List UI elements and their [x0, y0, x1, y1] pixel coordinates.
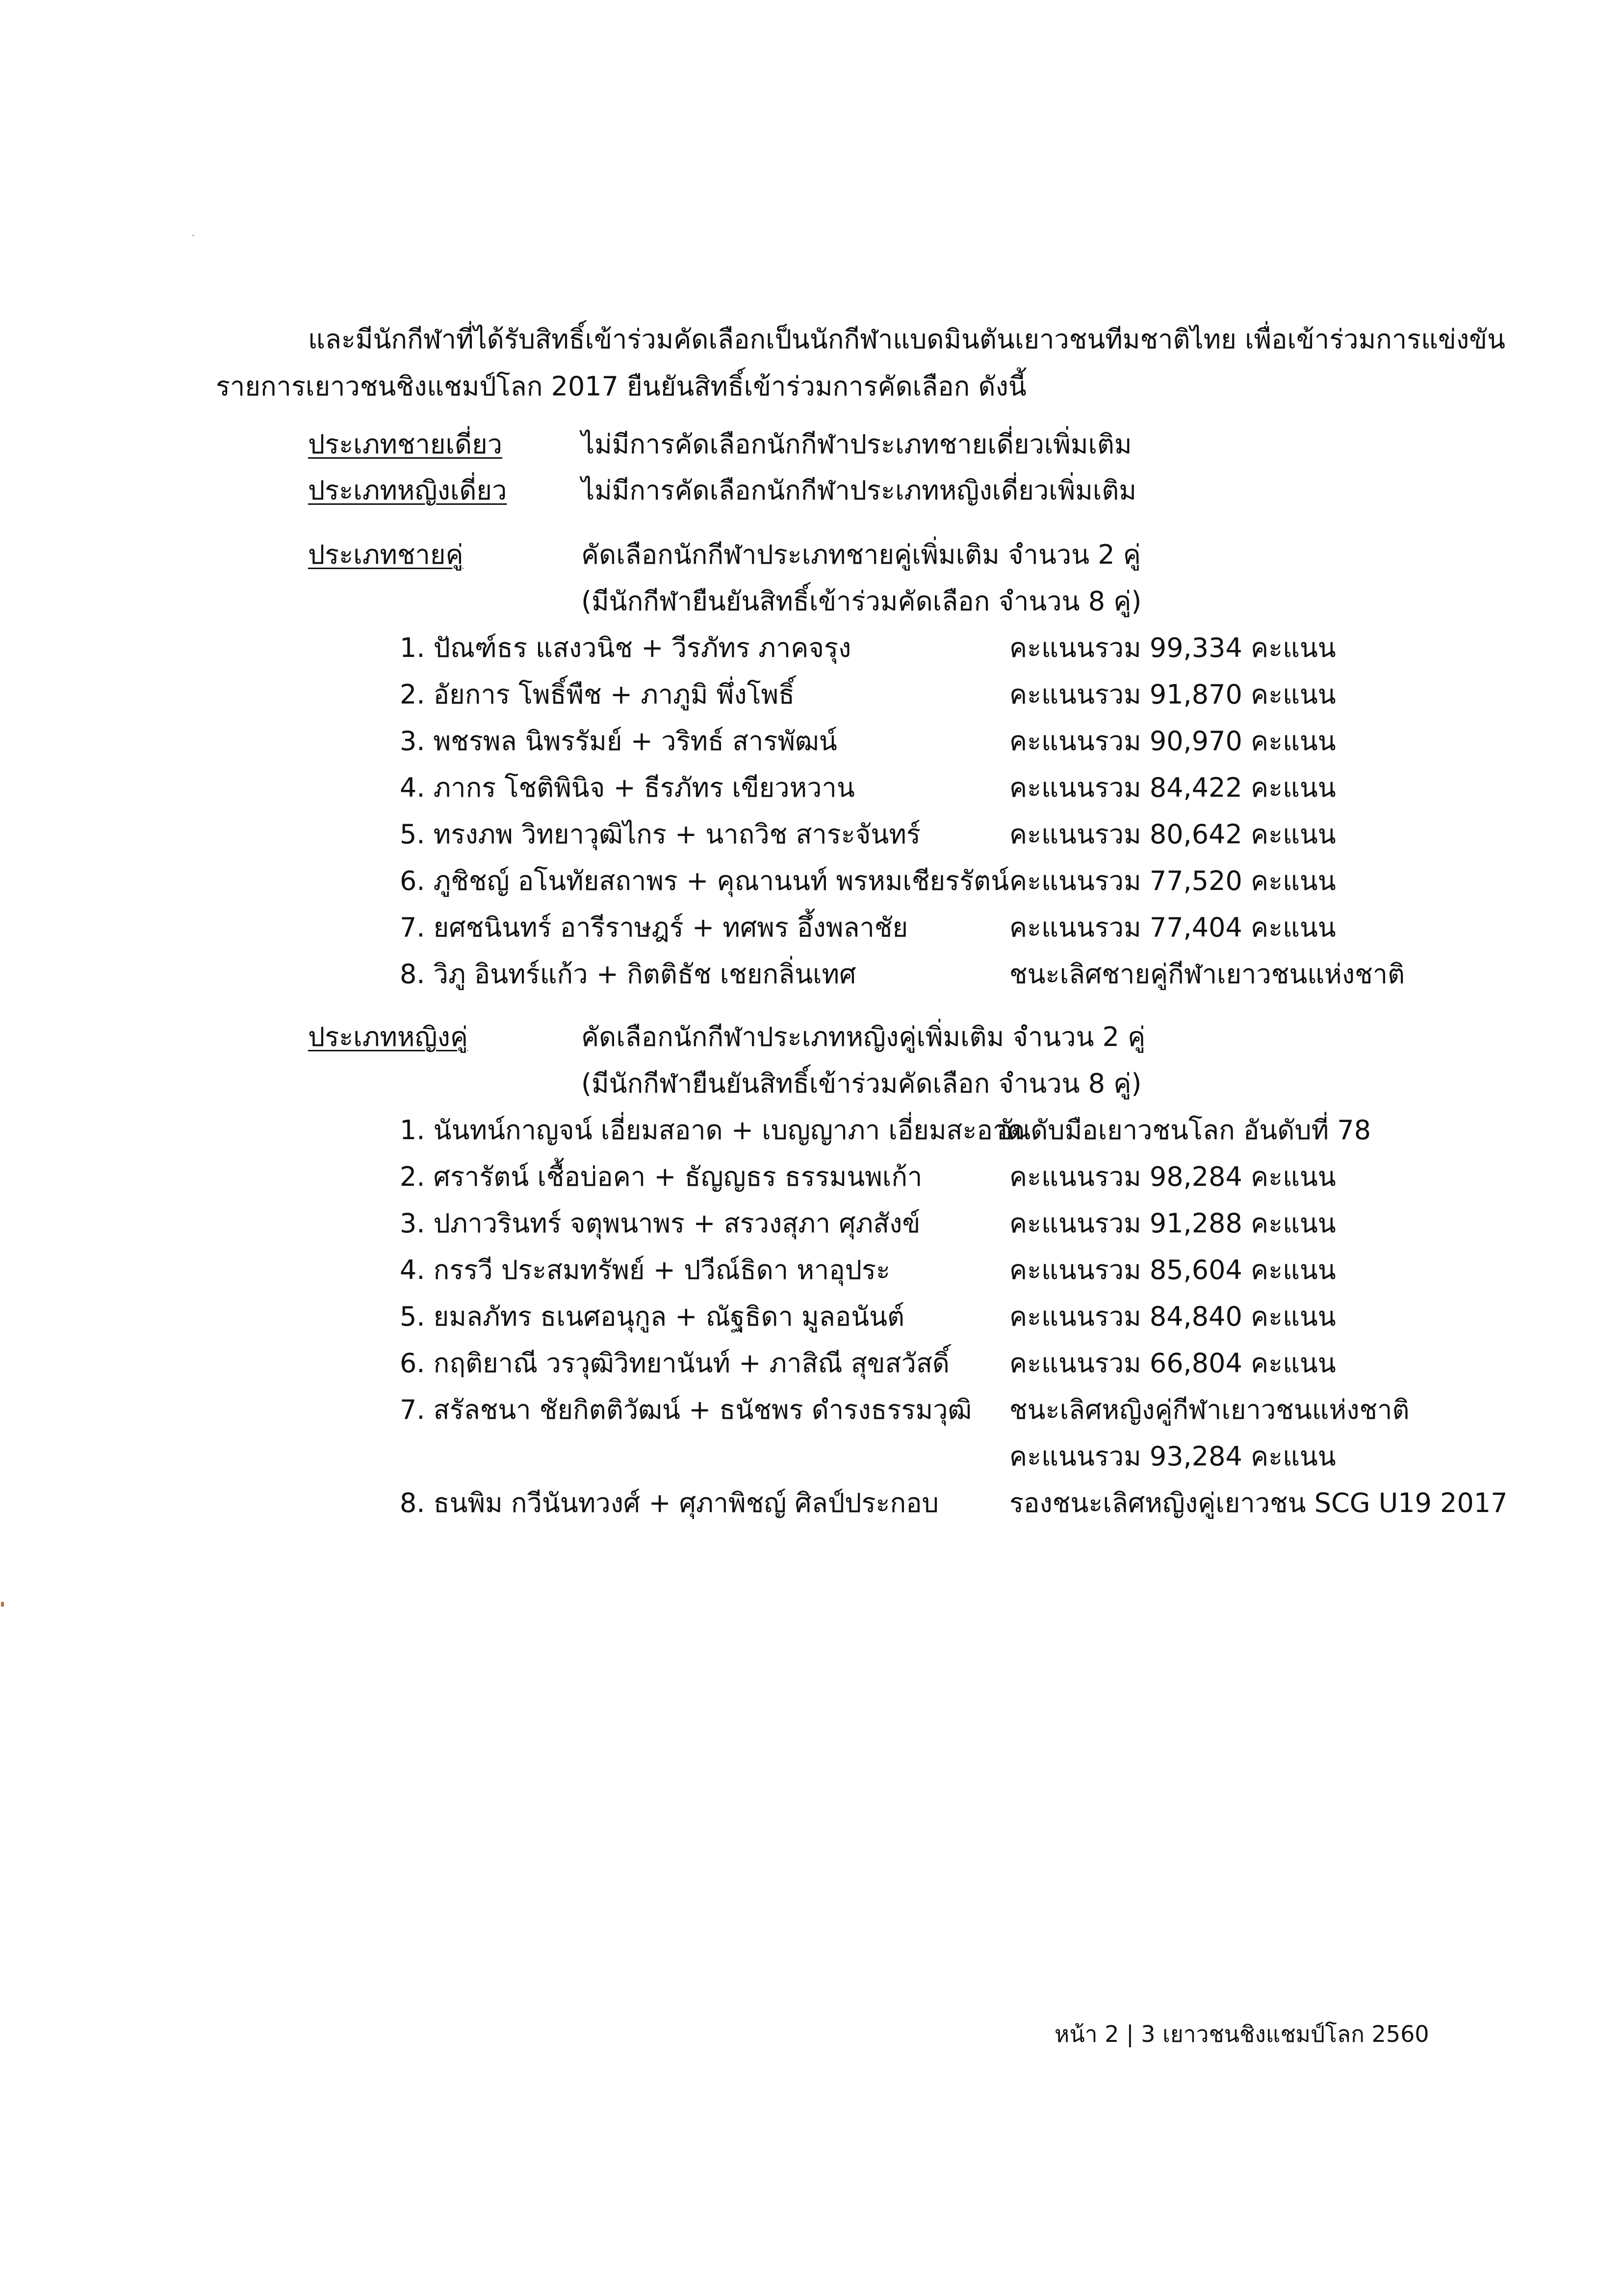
mens-doubles-result: ชนะเลิศชายคู่กีฬาเยาวชนแห่งชาติ — [1009, 959, 1405, 990]
intro-line-2: รายการเยาวชนชิงแชมป์โลก 2017 ยืนยันสิทธิ์เข้าร่วมการคัดเลือก ดังนี้ — [216, 371, 1027, 402]
womens-doubles-text: คัดเลือกนักกีฬาประเภทหญิงคู่เพิ่มเติม จำนวน 2 คู่ — [581, 1021, 1146, 1052]
womens-singles-text: ไม่มีการคัดเลือกนักกีฬาประเภทหญิงเดี่ยวเพิ่มเติม — [581, 475, 1136, 506]
womens-doubles-pair: 6. กฤติยาณี วรวุฒิวิทยานันท์ + ภาสิณี สุขสวัสดิ์ — [400, 1348, 950, 1379]
mens-doubles-result: คะแนนรวม 77,404 คะแนน — [1009, 912, 1336, 943]
womens-doubles-pair: 7. สรัลชนา ชัยกิตติวัฒน์ + ธนัชพร ดำรงธรรมวุฒิ — [400, 1394, 972, 1425]
womens-doubles-pair: 4. กรรวี ประสมทรัพย์ + ปวีณ์ธิดา หาอุประ — [400, 1254, 890, 1285]
womens-doubles-pair: 3. ปภาวรินทร์ จตุพนาพร + สรวงสุภา ศุภสังข์ — [400, 1208, 921, 1239]
mens-singles-text: ไม่มีการคัดเลือกนักกีฬาประเภทชายเดี่ยวเพิ่มเติม — [581, 429, 1132, 460]
mens-doubles-result: คะแนนรวม 77,520 คะแนน — [1009, 865, 1336, 896]
mens-doubles-result: คะแนนรวม 84,422 คะแนน — [1009, 772, 1336, 803]
mens-doubles-pair: 6. ภูชิชญ์ อโนทัยสถาพร + คุณานนท์ พรหมเชียรรัตน์ — [400, 865, 1009, 896]
mens-doubles-result: คะแนนรวม 80,642 คะแนน — [1009, 819, 1336, 850]
womens-doubles-result: คะแนนรวม 66,804 คะแนน — [1009, 1348, 1336, 1379]
womens-doubles-result: รองชนะเลิศหญิงคู่เยาวชน SCG U19 2017 — [1009, 1487, 1508, 1518]
mens-doubles-pair: 2. อัยการ โพธิ์พืช + ภาภูมิ พึ่งโพธิ์ — [400, 679, 795, 710]
womens-doubles-label: ประเภทหญิงคู่ — [308, 1021, 468, 1052]
mens-doubles-text: คัดเลือกนักกีฬาประเภทชายคู่เพิ่มเติม จำนวน 2 คู่ — [581, 539, 1141, 570]
mens-doubles-note: (มีนักกีฬายืนยันสิทธิ์เข้าร่วมคัดเลือก จำนวน 8 คู่) — [581, 586, 1142, 617]
scan-dot — [192, 235, 194, 236]
mens-doubles-result: คะแนนรวม 90,970 คะแนน — [1009, 726, 1336, 757]
womens-doubles-result-extra: คะแนนรวม 93,284 คะแนน — [1009, 1441, 1336, 1472]
womens-doubles-result: คะแนนรวม 85,604 คะแนน — [1009, 1254, 1336, 1285]
mens-doubles-result: คะแนนรวม 99,334 คะแนน — [1009, 632, 1336, 663]
mens-doubles-pair: 3. พชรพล นิพรรัมย์ + วริทธ์ สารพัฒน์ — [400, 726, 837, 757]
womens-doubles-pair: 2. ศรารัตน์ เชื้อบ่อคา + ธัญญธร ธรรมนพเก้า — [400, 1161, 923, 1192]
womens-doubles-pair: 1. นันทน์กาญจน์ เอี่ยมสอาด + เบญญาภา เอี่ยมสะอาด — [400, 1115, 1025, 1146]
mens-doubles-label: ประเภทชายคู่ — [308, 539, 463, 570]
womens-doubles-result: คะแนนรวม 98,284 คะแนน — [1009, 1161, 1336, 1192]
womens-doubles-result: คะแนนรวม 91,288 คะแนน — [1009, 1208, 1336, 1239]
mens-doubles-result: คะแนนรวม 91,870 คะแนน — [1009, 679, 1336, 710]
mens-doubles-pair: 1. ปัณฑ์ธร แสงวนิช + วีรภัทร ภาคจรุง — [400, 632, 851, 663]
scan-speck — [1, 1602, 4, 1607]
womens-doubles-note: (มีนักกีฬายืนยันสิทธิ์เข้าร่วมคัดเลือก จำนวน 8 คู่) — [581, 1068, 1142, 1099]
mens-singles-label: ประเภทชายเดี่ยว — [308, 429, 503, 460]
womens-doubles-pair: 8. ธนพิม กวีนันทวงศ์ + ศุภาพิชญ์ ศิลป์ประกอบ — [400, 1487, 939, 1518]
womens-singles-label: ประเภทหญิงเดี่ยว — [308, 475, 507, 506]
womens-doubles-pair: 5. ยมลภัทร ธเนศอนุกูล + ณัฐธิดา มูลอนันต์ — [400, 1301, 905, 1332]
womens-doubles-result: ชนะเลิศหญิงคู่กีฬาเยาวชนแห่งชาติ — [1009, 1394, 1410, 1425]
mens-doubles-pair: 4. ภากร โชติพินิจ + ธีรภัทร เขียวหวาน — [400, 772, 855, 803]
womens-doubles-result: คะแนนรวม 84,840 คะแนน — [1009, 1301, 1336, 1332]
mens-doubles-pair: 7. ยศชนินทร์ อารีราษฎร์ + ทศพร อึ้งพลาชัย — [400, 912, 908, 943]
mens-doubles-pair: 5. ทรงภพ วิทยาวุฒิไกร + นาถวิช สาระจันทร์ — [400, 819, 921, 850]
page-footer: หน้า 2 | 3 เยาวชนชิงแชมป์โลก 2560 — [1055, 2021, 1429, 2047]
intro-line-1: และมีนักกีฬาที่ได้รับสิทธิ์เข้าร่วมคัดเลือกเป็นนักกีฬาแบดมินตันเยาวชนทีมชาติไทย เพื่อเข้าร่วมการแข่งขัน — [308, 324, 1506, 355]
mens-doubles-pair: 8. วิภู อินทร์แก้ว + กิตติธัช เชยกลิ่นเทศ — [400, 959, 856, 990]
womens-doubles-result: อันดับมือเยาวชนโลก อันดับที่ 78 — [997, 1115, 1371, 1146]
